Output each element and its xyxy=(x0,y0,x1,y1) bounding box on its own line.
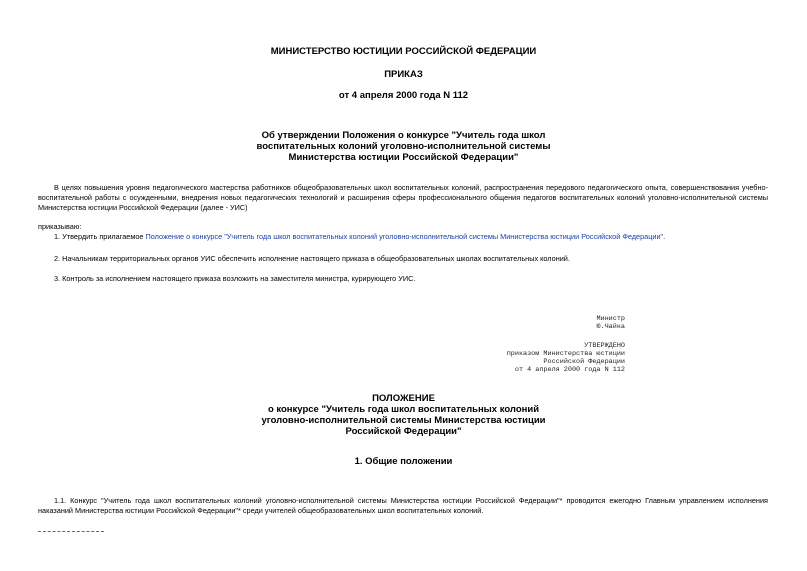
paragraph-1-1: 1.1. Конкурс "Учитель года школ воспитательных колоний уголовно-исполнительной системы Министерства юстиции Российской Федерации"* проводится ежегодно Главным управлением исполнения наказаний Министерства юстиции Российской Федерации"* среди учителей общеобразовательных школ воспитательных колоний. xyxy=(38,496,768,515)
footnote-divider xyxy=(38,531,104,532)
regulation-title-line-3: Российской Федерации" xyxy=(345,426,462,437)
approval-block xyxy=(507,342,625,374)
approval-line-2: приказом Министерства юстиции xyxy=(506,350,625,358)
order-heading: ПРИКАЗ xyxy=(384,69,423,80)
approval-line-4: от 4 апреля 2000 года N 112 xyxy=(514,366,625,374)
title-line-1: Об утверждении Положения о конкурсе "Учитель года школ xyxy=(261,130,546,141)
regulation-heading: ПОЛОЖЕНИЕ xyxy=(372,393,435,404)
ministry-heading: МИНИСТЕРСТВО ЮСТИЦИИ РОССИЙСКОЙ ФЕДЕРАЦИИ xyxy=(270,46,537,57)
approval-line-1: УТВЕРЖДЕНО xyxy=(584,342,625,350)
approval-line-3: Российской Федерации xyxy=(543,358,625,366)
regulation-link[interactable]: Положение о конкурсе "Учитель года школ воспитательных колоний уголовно-исполнительной системы Министерства юстиции Российской Федерации" xyxy=(145,232,664,241)
order-item-1-suffix: . xyxy=(663,232,666,241)
section-1-heading: 1. Общие положении xyxy=(354,456,453,467)
preamble-paragraph: В целях повышения уровня педагогического мастерства работников общеобразовательных школ воспитательных колоний, распространения передового педагогического опыта, совершенствования учебно-воспитательной работы с осужденными, внедрения новых педагогических технологий и расширения сферы профессионального общения педагогов воспитательных колоний уголовно-исполнительной системы Министерства юстиции Российской Федерации (далее - УИС) xyxy=(38,183,768,212)
order-date-number: от 4 апреля 2000 года N 112 xyxy=(338,90,469,101)
order-item-1 xyxy=(38,232,768,242)
signature-block xyxy=(596,315,625,331)
signature-role: Министр xyxy=(596,315,625,323)
order-item-2: 2. Начальникам территориальных органов УИС обеспечить исполнение настоящего приказа в общеобразовательных школах воспитательных колоний. xyxy=(54,254,570,263)
regulation-title-line-1: о конкурсе "Учитель года школ воспитательных колоний xyxy=(267,404,540,415)
order-word: приказываю: xyxy=(38,222,82,231)
signature-name: Ю.Чайка xyxy=(596,323,625,331)
regulation-title-line-2: уголовно-исполнительной системы Министерства юстиции xyxy=(261,415,546,426)
order-item-3: 3. Контроль за исполнением настоящего приказа возложить на заместителя министра, курирующего УИС. xyxy=(54,274,416,283)
title-line-3: Министерства юстиции Российской Федерации" xyxy=(288,152,519,163)
order-item-1-prefix: 1. Утвердить прилагаемое xyxy=(54,232,146,241)
title-line-2: воспитательных колоний уголовно-исполнительной системы xyxy=(256,141,551,152)
